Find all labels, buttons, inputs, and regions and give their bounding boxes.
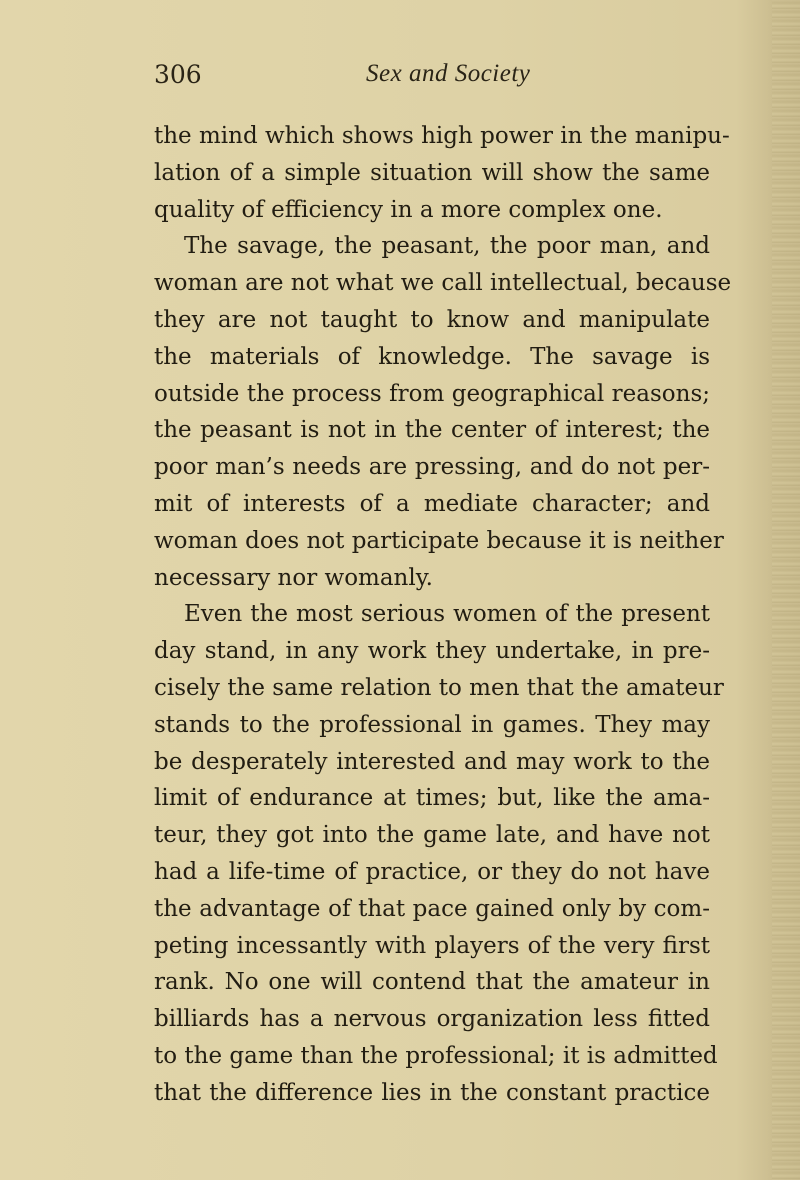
text-line: to the game than the professional; it is admitted: [154, 1042, 718, 1069]
text-line: the peasant is not in the center of interest; the: [154, 417, 710, 444]
page-number: 306: [154, 60, 202, 89]
text-line: billiards has a nervous organization less fitted: [154, 1006, 710, 1033]
text-line: had a life-time of practice, or they do not have: [154, 858, 710, 885]
page-edge: [772, 0, 800, 1180]
running-title: Sex and Society: [366, 60, 531, 87]
text-line: that the difference lies in the constant practice: [154, 1079, 710, 1106]
text-line: mit of interests of a mediate character; and: [154, 490, 710, 517]
text-line: lation of a simple situation will show the same: [154, 159, 710, 186]
text-line: woman are not what we call intellectual, because: [154, 270, 732, 297]
text-line: rank. No one will contend that the amateur in: [154, 969, 710, 996]
text-line: woman does not participate because it is neither: [154, 527, 724, 554]
text-line: teur, they got into the game late, and have not: [154, 822, 710, 849]
text-line: necessary nor womanly.: [154, 564, 433, 591]
page-header: [154, 60, 624, 94]
text-line: the advantage of that pace gained only by com-: [154, 895, 710, 922]
text-line: cisely the same relation to men that the amateur: [154, 674, 724, 701]
text-line: limit of endurance at times; but, like the ama-: [154, 785, 710, 812]
text-line: the materials of knowledge. The savage is: [154, 343, 710, 370]
text-line: The savage, the peasant, the poor man, and: [184, 233, 710, 260]
text-line: stands to the professional in games. They may: [154, 711, 710, 738]
text-line: outside the process from geographical reasons;: [154, 380, 710, 407]
text-line: day stand, in any work they undertake, in pre-: [154, 638, 710, 665]
body-text: [154, 118, 732, 1112]
text-line: Even the most serious women of the present: [184, 601, 710, 628]
text-line: peting incessantly with players of the very first: [154, 932, 710, 959]
text-line: quality of efficiency in a more complex one.: [154, 196, 663, 223]
text-line: they are not taught to know and manipulate: [154, 306, 710, 333]
text-line: poor man’s needs are pressing, and do not per-: [154, 454, 710, 481]
text-line: be desperately interested and may work to the: [154, 748, 710, 775]
text-line: the mind which shows high power in the manipu-: [154, 123, 730, 149]
